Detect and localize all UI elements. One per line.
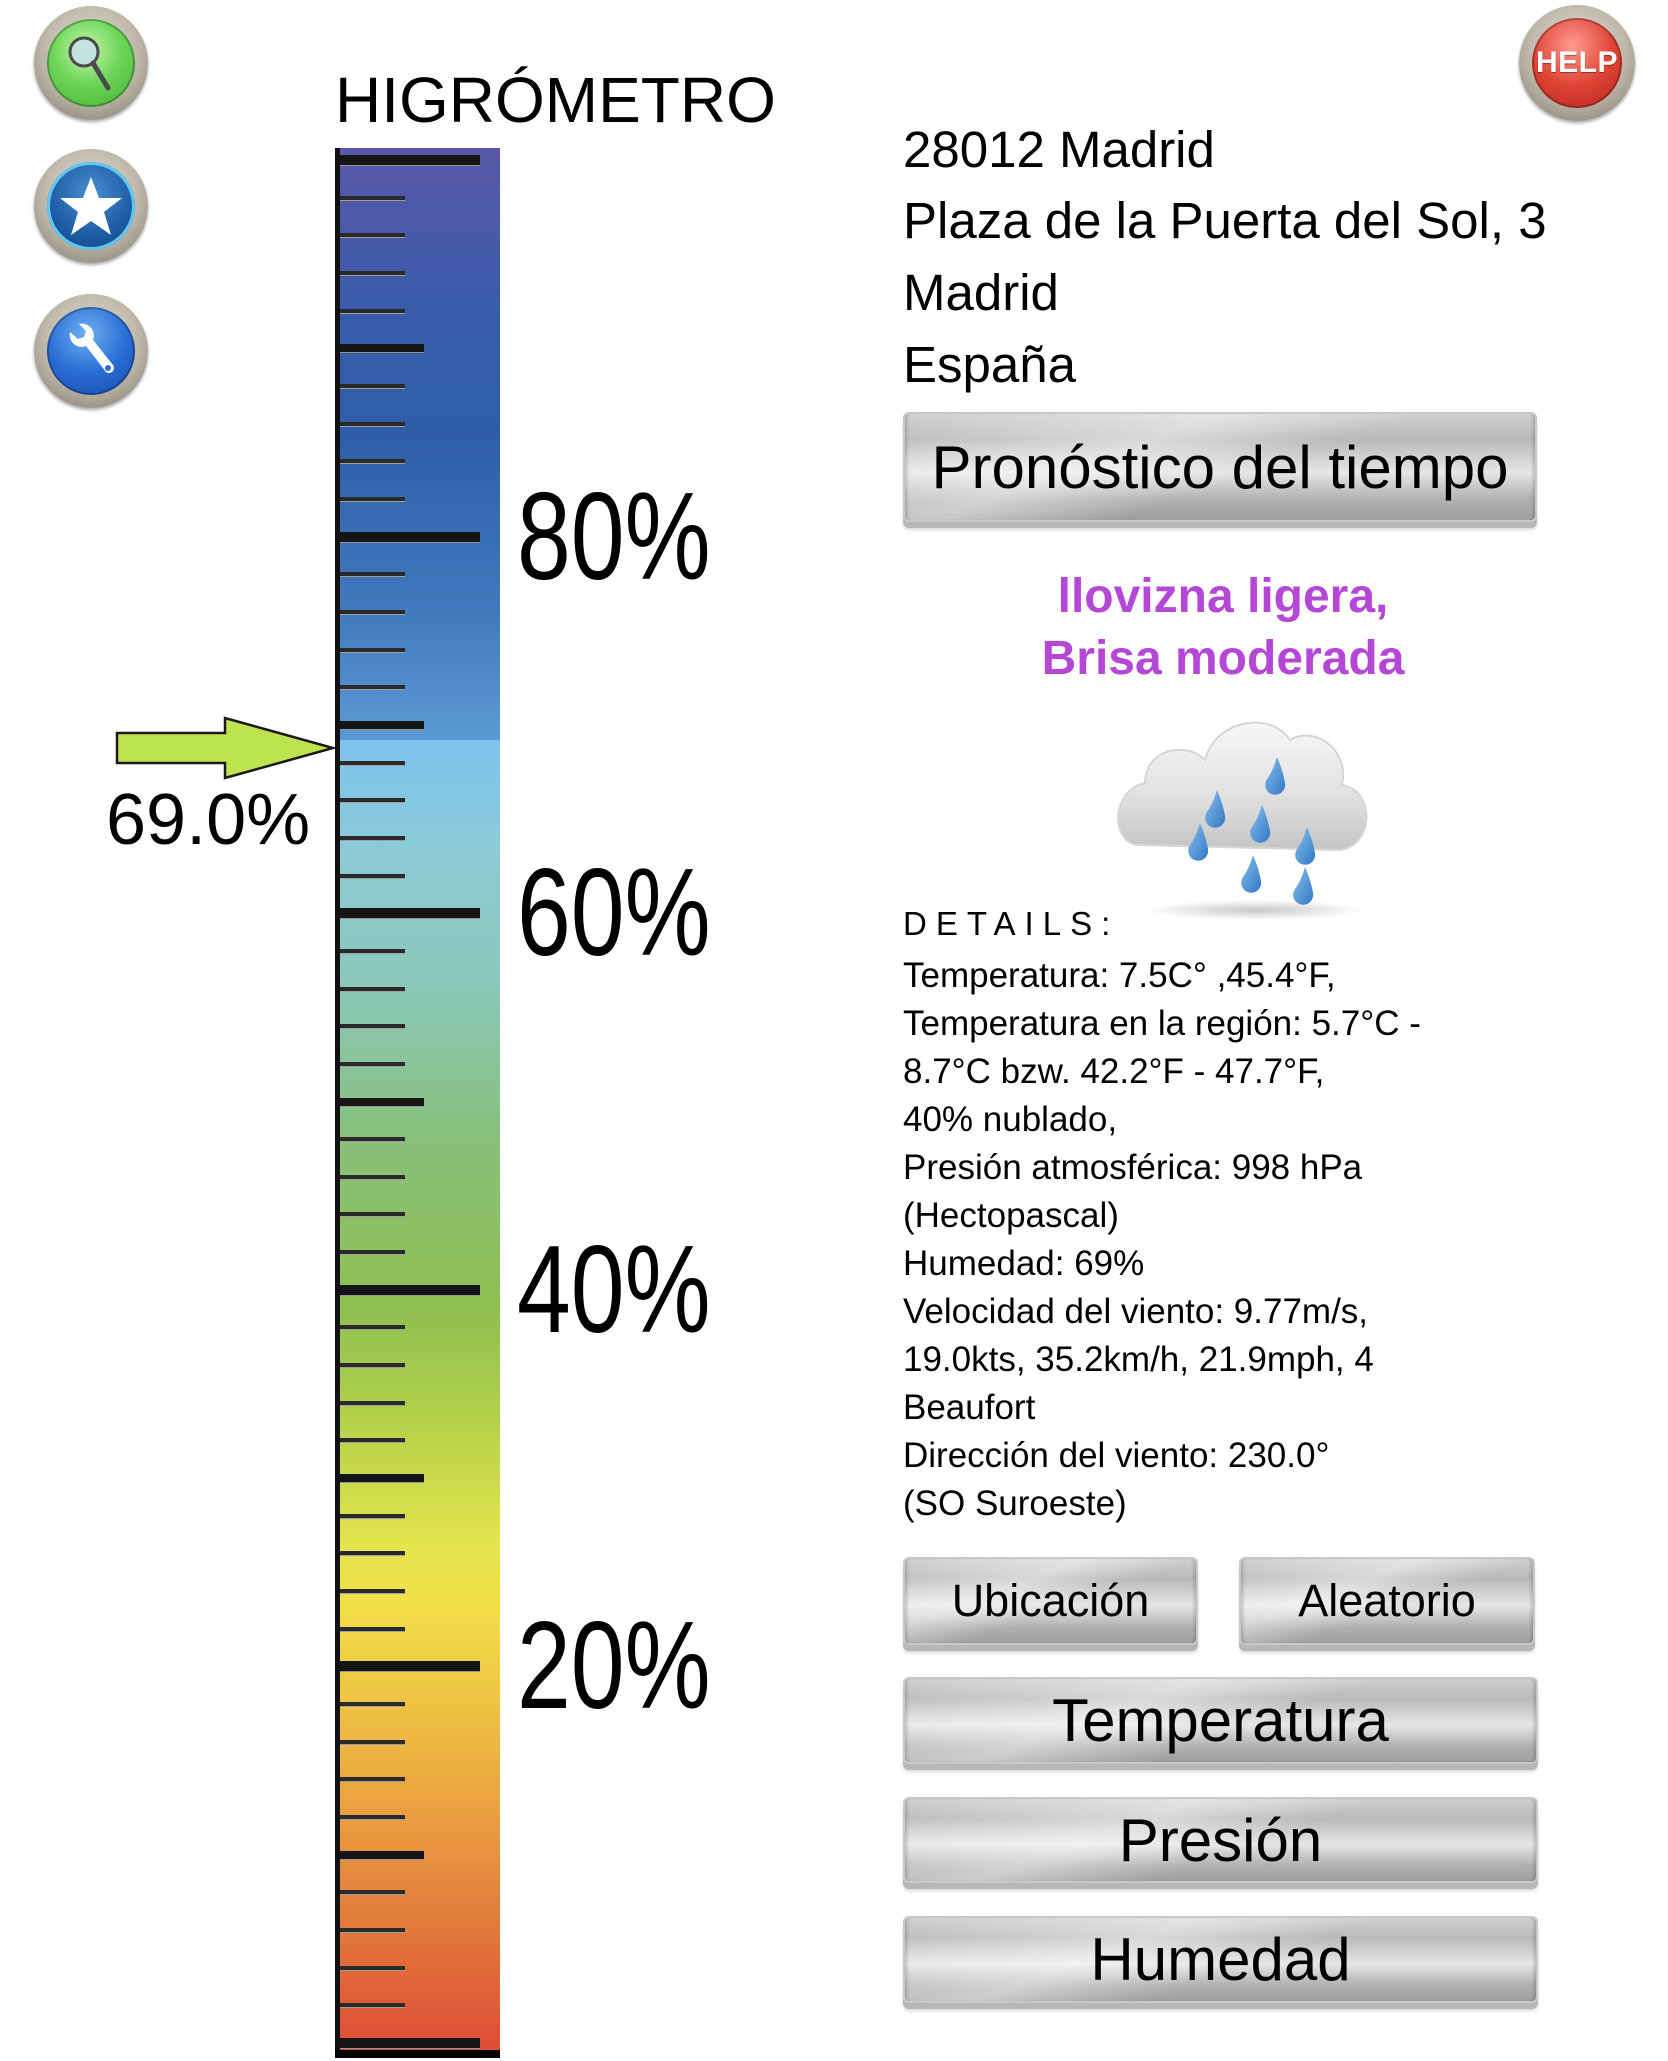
wrench-icon [47,307,135,395]
gauge-tick [335,1250,405,1255]
search-button[interactable] [34,6,148,120]
detail-line: (SO Suroeste) [903,1484,1127,1523]
gauge-tick [335,1740,405,1745]
details-list [903,952,1503,1528]
gauge-tick [335,987,405,992]
gauge-tick [335,1589,405,1594]
favorites-button[interactable] [34,149,148,263]
temperature-button-label: Temperatura [1052,1687,1389,1754]
gauge-tick [335,610,405,615]
gauge-tick [335,1325,405,1330]
detail-line: 8.7°C bzw. 42.2°F - 47.7°F, [903,1052,1325,1091]
detail-line: Temperatura en la región: 5.7°C - [903,1004,1421,1043]
weather-description-line-1: llovizna ligera, [1057,570,1389,623]
star-icon [47,162,135,250]
detail-line: Temperatura: 7.5C° ,45.4°F, [903,956,1336,995]
page-title: HIGRÓMETRO [335,64,776,136]
gauge-tick [335,344,424,353]
gauge-tick [335,532,480,543]
detail-line: 40% nublado, [903,1100,1118,1139]
detail-line: Dirección del viento: 230.0° [903,1436,1330,1475]
scale-label-80: 80% [517,468,711,606]
random-button[interactable] [1239,1557,1535,1645]
gauge-tick [335,196,405,201]
gauge-tick [335,1212,405,1217]
location-button-label: Ubicación [951,1575,1150,1626]
humidity-readout: 69.0% [106,780,311,860]
weather-description-line-2: Brisa moderada [1041,632,1405,685]
pressure-button[interactable] [903,1797,1538,1883]
pressure-button-label: Presión [1118,1806,1323,1874]
detail-line: 19.0kts, 35.2km/h, 21.9mph, 4 [903,1340,1374,1379]
detail-line: Humedad: 69% [903,1244,1145,1283]
humidity-button[interactable] [903,1916,1538,2003]
gauge-tick [335,1815,405,1820]
gauge-tick [335,1363,405,1368]
help-label: HELP [1535,46,1618,79]
gauge-tick [335,1514,405,1519]
detail-line: Velocidad del viento: 9.77m/s, [903,1292,1369,1331]
scale-label-40: 40% [517,1221,711,1359]
location-button[interactable] [903,1557,1198,1645]
gauge-tick [335,422,405,427]
gauge-tick [335,459,405,464]
gauge-tick [335,1062,405,1067]
address-country: España [903,336,1076,393]
gauge-tick [335,572,405,577]
forecast-button[interactable] [903,412,1537,522]
gauge-tick [335,2003,405,2008]
gauge-tick [335,1285,480,1296]
gauge-tick [335,1702,405,1707]
gauge-tick [335,1851,424,1860]
gauge-bottom-bar [335,2050,500,2058]
gauge-left-edge [335,148,340,2058]
gauge-tick [335,685,405,690]
gauge-tick [335,908,480,919]
detail-line: Presión atmosférica: 998 hPa [903,1148,1363,1187]
gauge-tick [335,1137,405,1142]
gauge-tick [335,1438,405,1443]
indicator-arrow-icon [110,712,340,784]
gauge-tick [335,836,405,841]
gauge-tick [335,309,405,314]
gauge-tick [335,949,405,954]
address-postal: 28012 Madrid [903,121,1215,178]
gauge-tick [335,1661,480,1672]
gauge-tick [335,1890,405,1895]
gauge-tick [335,1966,405,1971]
magnifier-icon [47,19,135,107]
gauge-tick [335,1401,405,1406]
details-heading: DETAILS: [903,905,1120,942]
gauge-tick [335,155,480,166]
rain-cloud-icon [1100,695,1390,925]
settings-button[interactable] [34,294,148,408]
gauge-tick [335,233,405,238]
address-city: Madrid [903,264,1059,321]
gauge-tick [335,1474,424,1483]
detail-line: (Hectopascal) [903,1196,1119,1235]
gauge-tick [335,384,405,389]
gauge-tick [335,1024,405,1029]
gauge-tick [335,1928,405,1933]
gauge-tick [335,721,424,730]
humidity-button-label: Humedad [1090,1926,1351,1993]
gauge-tick [335,497,405,502]
gauge-tick [335,2038,480,2049]
help-button[interactable] [1519,5,1635,121]
detail-line: Beaufort [903,1388,1036,1427]
scale-label-20: 20% [517,1597,711,1735]
scale-label-60: 60% [517,844,711,982]
gauge-tick [335,1777,405,1782]
random-button-label: Aleatorio [1298,1575,1476,1626]
gauge-tick [335,761,405,766]
gauge-tick [335,648,405,653]
forecast-button-label: Pronóstico del tiempo [931,433,1509,501]
gauge-tick [335,1098,424,1107]
gauge-tick [335,1175,405,1180]
gauge-tick [335,798,405,803]
address-street: Plaza de la Puerta del Sol, 3 [903,192,1547,249]
weather-description [903,566,1543,690]
gauge-tick [335,1551,405,1556]
gauge-tick [335,1627,405,1632]
temperature-button[interactable] [903,1677,1538,1764]
gauge-tick [335,874,405,879]
gauge-tick [335,271,405,276]
